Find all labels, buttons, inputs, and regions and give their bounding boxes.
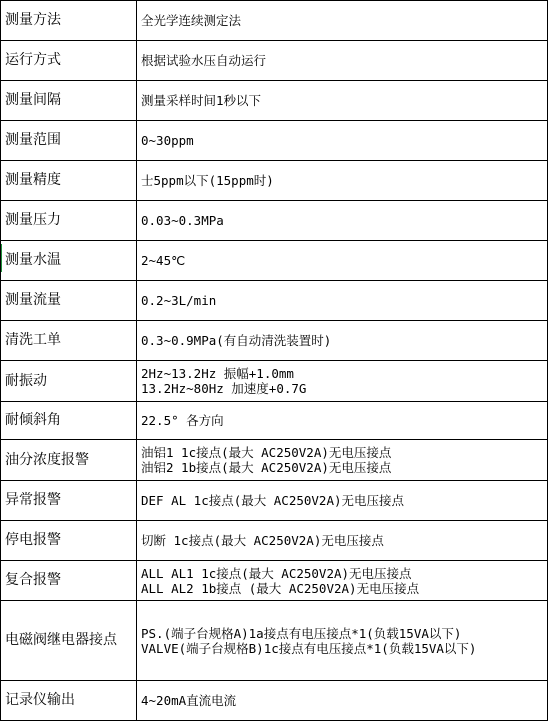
- spec-value: [137, 561, 548, 601]
- spec-label: 停电报警: [1, 521, 137, 561]
- spec-value: [137, 241, 548, 281]
- spec-value: [137, 601, 548, 681]
- spec-value-line: 根据试验水压自动运行: [141, 53, 267, 68]
- spec-label: 耐倾斜角: [1, 402, 137, 440]
- spec-value: [137, 81, 548, 121]
- spec-value-line: 0.3~0.9MPa(有自动清洗装置时): [141, 333, 332, 348]
- spec-row: [1, 241, 548, 281]
- spec-label: 测量流量: [1, 281, 137, 321]
- spec-value-line: ALL AL1 1c接点(最大 AC250V2A)无电压接点: [141, 565, 412, 581]
- spec-row: [1, 161, 548, 201]
- spec-value-line: 油铝1 1c接点(最大 AC250V2A)无电压接点: [141, 445, 392, 460]
- spec-label: 运行方式: [1, 41, 137, 81]
- spec-row: [1, 681, 548, 721]
- spec-row: [1, 440, 548, 481]
- spec-value: [137, 681, 548, 721]
- spec-value: [137, 121, 548, 161]
- spec-value: [137, 321, 548, 361]
- spec-label: 测量间隔: [1, 81, 137, 121]
- spec-value-line: 2Hz~13.2Hz 振幅+1.0mm: [141, 366, 294, 381]
- spec-label: 记录仪输出: [1, 681, 137, 721]
- spec-row: [1, 361, 548, 402]
- spec-value: [137, 201, 548, 241]
- spec-value-line: DEF AL 1c接点(最大 AC250V2A)无电压接点: [141, 493, 405, 508]
- spec-label: 清洗工单: [1, 321, 137, 361]
- spec-row: [1, 1, 548, 41]
- spec-row: [1, 41, 548, 81]
- spec-value-line: VALVE(端子台规格B)1c接点有电压接点*1(负载15VA以下): [141, 640, 477, 656]
- spec-row: [1, 601, 548, 681]
- spec-row: [1, 81, 548, 121]
- spec-row: [1, 281, 548, 321]
- spec-value: [137, 1, 548, 41]
- spec-value-line: 0~30ppm: [141, 133, 194, 148]
- spec-value-line: 2~45℃: [141, 253, 186, 268]
- spec-label: 测量范围: [1, 121, 137, 161]
- spec-table-body: [1, 1, 548, 721]
- spec-row: [1, 521, 548, 561]
- spec-row: [1, 481, 548, 521]
- spec-value: [137, 361, 548, 402]
- spec-row: [1, 121, 548, 161]
- spec-value-line: 油铝2 1b接点(最大 AC250V2A)无电压接点: [141, 460, 392, 475]
- spec-label: 测量方法: [1, 1, 137, 41]
- spec-label: 测量精度: [1, 161, 137, 201]
- spec-label: 测量水温: [1, 241, 137, 281]
- spec-value-line: 切断 1c接点(最大 AC250V2A)无电压接点: [141, 533, 384, 548]
- spec-value-line: 0.2~3L/min: [141, 293, 217, 308]
- spec-value: [137, 161, 548, 201]
- spec-label: 油分浓度报警: [1, 440, 137, 481]
- spec-value: [137, 481, 548, 521]
- spec-row: [1, 402, 548, 440]
- spec-value-line: 22.5° 各方向: [141, 413, 224, 428]
- spec-label: 耐振动: [1, 361, 137, 402]
- spec-value-line: ALL AL2 1b接点 (最大 AC250V2A)无电压接点: [141, 580, 420, 596]
- spec-value: [137, 41, 548, 81]
- spec-label: 异常报警: [1, 481, 137, 521]
- spec-value-line: 士5ppm以下(15ppm时): [141, 173, 274, 188]
- spec-value-line: 测量采样时间1秒以下: [141, 93, 262, 108]
- spec-row: [1, 321, 548, 361]
- spec-value-line: 0.03~0.3MPa: [141, 213, 224, 228]
- spec-label: 测量压力: [1, 201, 137, 241]
- spec-row: [1, 201, 548, 241]
- spec-value: [137, 440, 548, 481]
- spec-label: 复合报警: [1, 561, 137, 601]
- spec-value: [137, 521, 548, 561]
- spec-value-line: 4~20mA直流电流: [141, 693, 237, 708]
- spec-label: 电磁阀继电器接点: [1, 601, 137, 681]
- spec-value: [137, 281, 548, 321]
- spec-value-line: 13.2Hz~80Hz 加速度+0.7G: [141, 381, 307, 396]
- spec-value-line: PS.(端子台规格A)1a接点有电压接点*1(负载15VA以下): [141, 625, 462, 641]
- spec-row: [1, 561, 548, 601]
- spec-value: [137, 402, 548, 440]
- spec-value-line: 全光学连续测定法: [141, 13, 242, 28]
